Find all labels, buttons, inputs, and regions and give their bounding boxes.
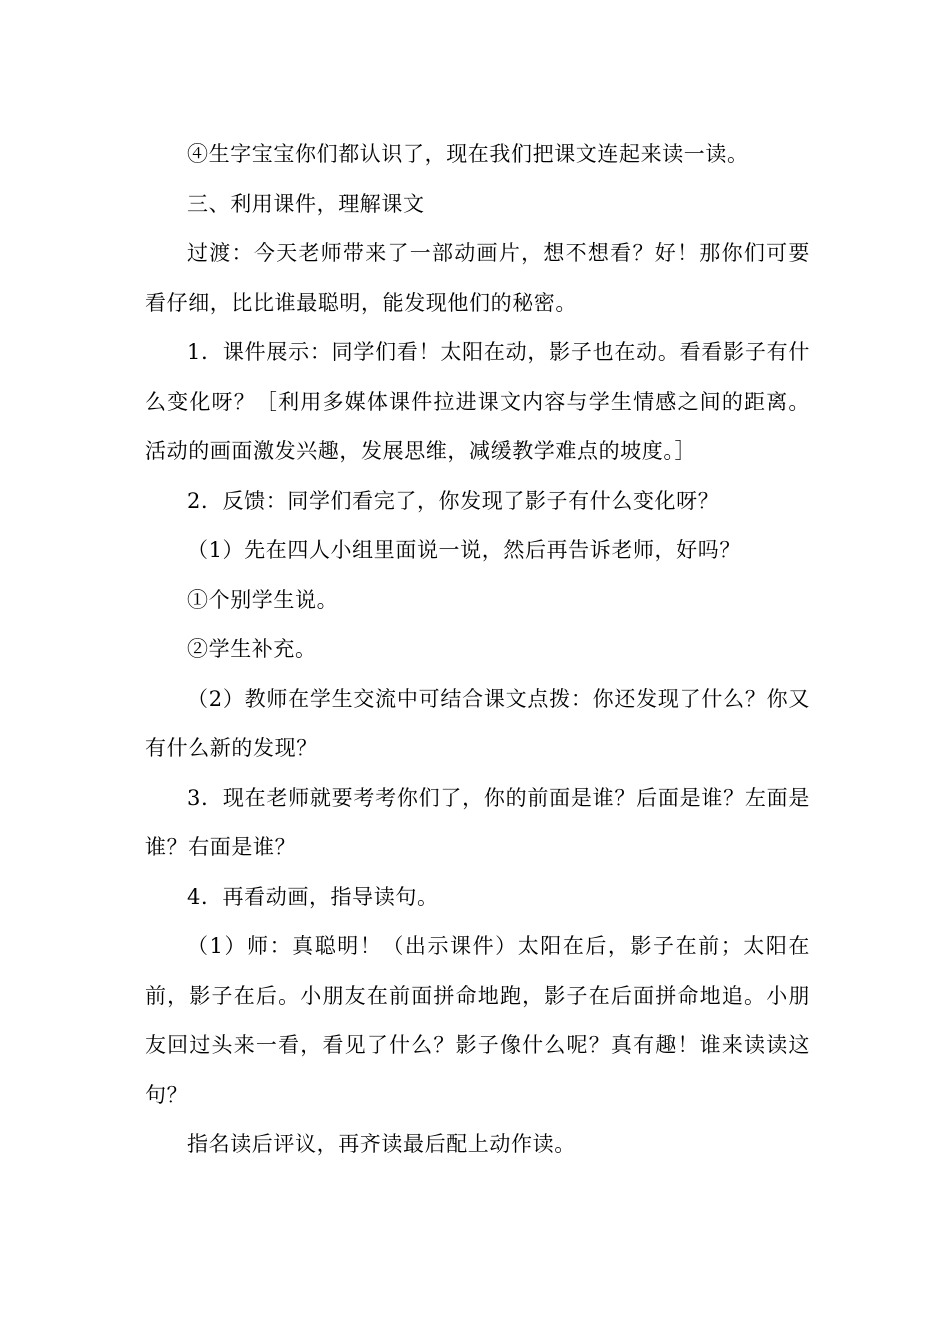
paragraph-substep-1: （1）先在四人小组里面说一说，然后再告诉老师，好吗？ — [187, 538, 741, 562]
paragraph-step-2: 2．反馈：同学们看完了，你发现了影子有什么变化呀？ — [187, 488, 720, 513]
list-item-2: ②学生补充。 — [187, 637, 317, 661]
section-heading: 三、利用课件，理解课文 — [187, 191, 425, 216]
paragraph-step-4: 4．再看动画，指导读句。 — [187, 884, 439, 909]
paragraph-step-1: 1．课件展示：同学们看！太阳在动，影子也在动。看看影子有什么变化呀？［利用多媒体课件拉进课文内容与学生情感之间的距离。活动的画面激发兴趣，发展思维，减缓教学难点的坡度。］ — [145, 340, 810, 463]
paragraph-step-3: 3．现在老师就要考考你们了，你的前面是谁？后面是谁？左面是谁？右面是谁？ — [145, 785, 810, 859]
list-item-1: ①个别学生说。 — [187, 587, 339, 612]
paragraph-1: ④生字宝宝你们都认识了，现在我们把课文连起来读一读。 — [187, 142, 749, 166]
paragraph-substep-2: （2）教师在学生交流中可结合课文点拨：你还发现了什么？你又有什么新的发现？ — [145, 686, 810, 760]
paragraph-transition: 过渡：今天老师带来了一部动画片，想不想看？好！那你们可要看仔细，比比谁最聪明，能发现他们的秘密。 — [145, 241, 810, 315]
paragraph-substep-4-1: （1）师：真聪明！（出示课件）太阳在后，影子在前；太阳在前，影子在后。小朋友在前面拼命地跑，影子在后面拼命地追。小朋友回过头来一看，看见了什么？影子像什么呢？真有趣！谁来读读这句？ — [145, 934, 810, 1107]
document-body — [145, 130, 810, 1170]
paragraph-closing: 指名读后评议，再齐读最后配上动作读。 — [187, 1132, 576, 1156]
